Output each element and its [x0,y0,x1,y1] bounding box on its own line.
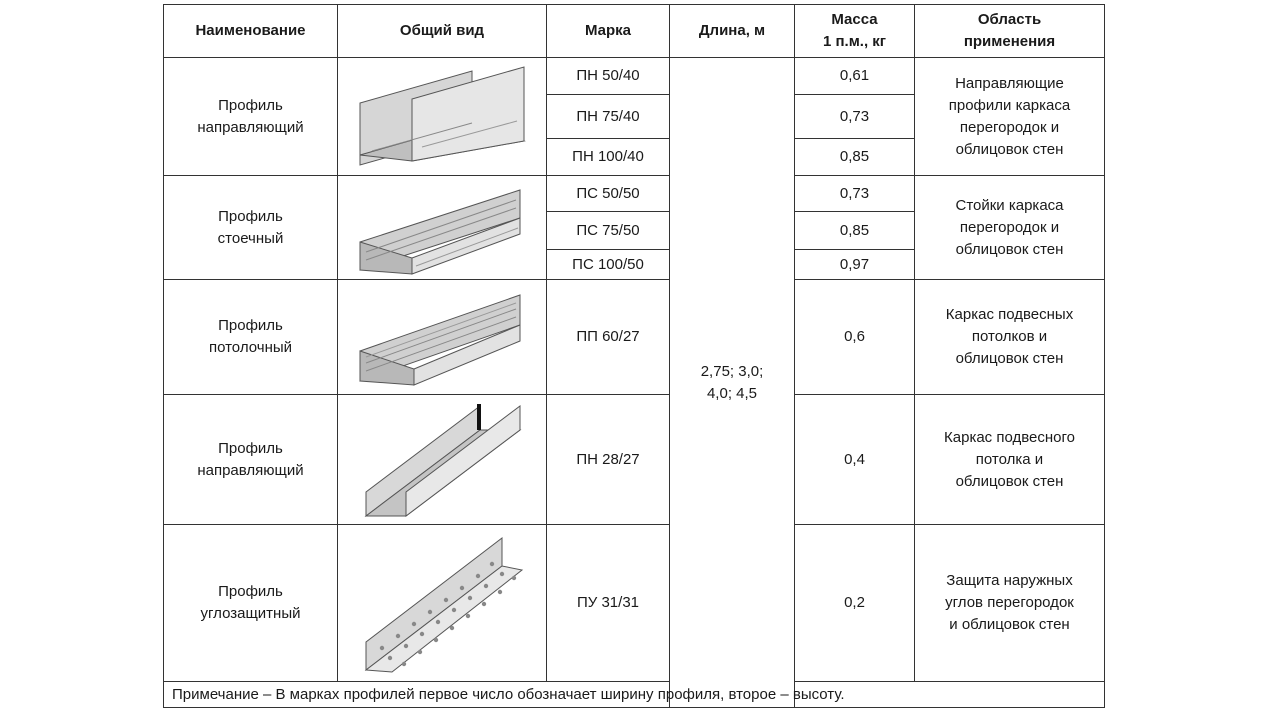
table-row [164,280,1105,395]
guide-profile-pn-icon [352,63,532,171]
area-cell [915,176,1105,280]
mass-cell: 0,85 [795,139,915,176]
area-line: Каркас подвесного [944,428,1075,446]
profile-name-cell [164,58,338,176]
profile-image-cell [338,525,547,682]
area-line: Защита наружных [946,572,1073,589]
length-line1: 2,75; 3,0; [700,362,764,380]
profile-name: Профиль [218,583,283,600]
area-cell [915,58,1105,176]
area-line: перегородок и [959,118,1060,136]
profile-name: потолочный [208,339,293,356]
area-line: Стойки каркаса [955,196,1064,214]
guide-profile-pn-28-icon [352,400,532,520]
area-line: облицовок стен [955,350,1064,367]
profile-name: стоечный [217,229,284,247]
area-line: облицовок стен [955,240,1064,258]
mark-cell: ПН 100/40 [547,139,670,176]
mass-cell: 0,61 [795,58,915,95]
profile-name-cell [164,395,338,525]
profile-image-cell [338,176,547,280]
area-cell [915,395,1105,525]
area-line: и облицовок стен [949,616,1070,633]
table-row [164,176,1105,212]
profile-image-cell [338,395,547,525]
area-line: облицовок стен [955,140,1064,158]
table-note: Примечание – В марках профилей первое число обозначает ширину профиля, второе – высоту. [164,682,1105,708]
mark-cell: ПС 50/50 [547,176,670,212]
profile-name: направляющий [197,118,304,136]
length-cell [670,58,795,708]
table-row [164,525,1105,682]
area-line: перегородок и [959,218,1060,236]
area-line: потолка и [975,450,1044,468]
mark-cell: ПУ 31/31 [547,525,670,682]
mark-cell: ПС 75/50 [547,212,670,250]
mark-cell: ПН 75/40 [547,95,670,139]
header-area-line2: применения [963,33,1056,50]
profile-name: Профиль [218,439,283,457]
header-name: Наименование [164,5,338,58]
mass-cell: 0,85 [795,212,915,250]
area-line: Каркас подвесных [945,306,1074,323]
header-view: Общий вид [338,5,547,58]
mark-cell: ПП 60/27 [547,280,670,395]
length-line2: 4,0; 4,5 [706,384,758,402]
profile-image-cell [338,58,547,176]
header-area [915,5,1105,58]
table-row [164,395,1105,525]
header-mass [795,5,915,58]
header-area-line1: Область [977,11,1042,28]
profile-name-cell [164,525,338,682]
mass-cell: 0,4 [795,395,915,525]
area-line: облицовок стен [955,472,1064,490]
profile-name: направляющий [197,461,304,479]
profile-name: углозащитный [200,605,301,622]
area-line: Направляющие [955,74,1064,92]
profile-name: Профиль [218,207,283,225]
header-length: Длина, м [670,5,795,58]
area-line: профили каркаса [948,96,1071,114]
stud-profile-ps-icon [352,180,532,276]
ceiling-profile-pp-icon [352,285,532,389]
header-mass-line2: 1 п.м., кг [822,33,887,50]
mass-cell: 0,73 [795,95,915,139]
mark-cell: ПС 100/50 [547,250,670,280]
profile-name-cell [164,176,338,280]
area-cell [915,525,1105,682]
note-row [164,682,1105,708]
mass-cell: 0,97 [795,250,915,280]
mass-cell: 0,73 [795,176,915,212]
header-mark: Марка [547,5,670,58]
header-mass-line1: Масса [831,11,878,28]
profile-name-cell [164,280,338,395]
header-row [164,5,1105,58]
area-line: углов перегородок [945,594,1074,611]
area-cell [915,280,1105,395]
mass-cell: 0,6 [795,280,915,395]
mark-cell: ПН 28/27 [547,395,670,525]
profile-name: Профиль [218,317,283,334]
profile-image-cell [338,280,547,395]
corner-profile-pu-icon [352,530,532,676]
profile-name: Профиль [218,96,283,114]
mark-cell: ПН 50/40 [547,58,670,95]
table-row [164,58,1105,95]
profiles-table [163,4,1105,708]
mass-cell: 0,2 [795,525,915,682]
area-line: потолков и [971,328,1048,345]
